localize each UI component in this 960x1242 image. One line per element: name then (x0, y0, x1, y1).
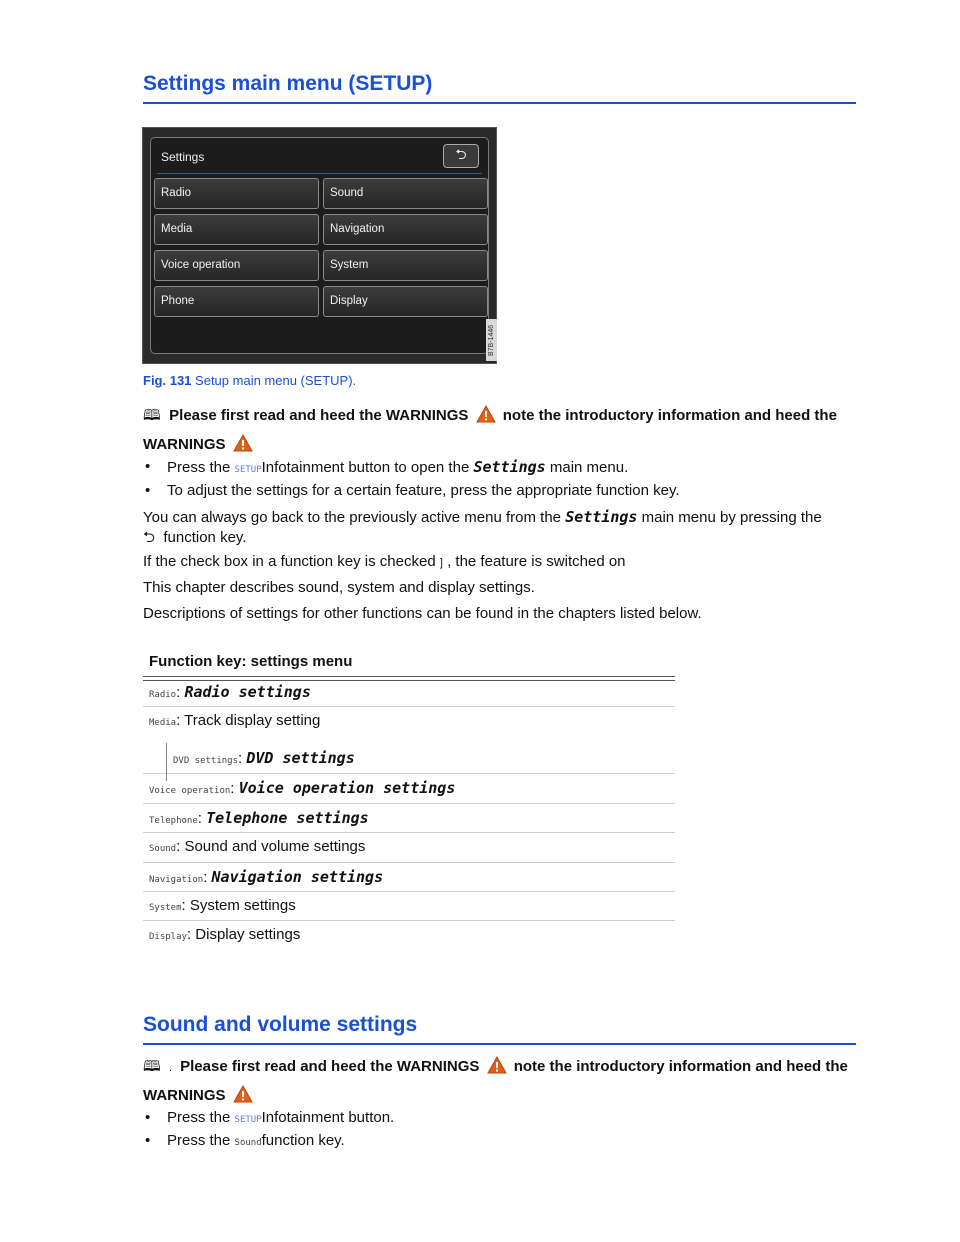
bullet-text: Press the (167, 1132, 235, 1149)
table-key: Sound (149, 844, 177, 854)
table-key: Telephone (149, 816, 198, 826)
table-row: Telephone: Telephone settings (143, 804, 675, 833)
screen-key-system[interactable]: System (323, 250, 488, 281)
settings-menu-name: Settings (473, 458, 546, 476)
warning-triangle-icon[interactable] (233, 434, 253, 461)
table-value: Radio settings (184, 683, 311, 701)
settings-menu-name: Settings (565, 508, 638, 526)
table-row: Voice operation: Voice operation settings (143, 774, 675, 804)
table-value: Telephone settings (206, 809, 369, 827)
warning-note (143, 403, 856, 461)
table-key: Navigation (149, 875, 204, 885)
setup-key-label: SETUP (234, 465, 262, 475)
table-row: System: System settings (143, 892, 675, 921)
table-value: Voice operation settings (238, 779, 456, 797)
table-key: Voice operation (149, 786, 231, 796)
book-icon: 🕮 (143, 1058, 161, 1075)
bullet-dot-icon: • (145, 482, 151, 499)
bullet-text: Infotainment button to open the (261, 459, 474, 476)
table-value: Sound and volume settings (184, 838, 366, 855)
table-key: System (149, 903, 182, 913)
back-arrow-icon: ⮌ (143, 529, 156, 546)
bullet-text: Press the (167, 459, 235, 476)
check-box-glyph: ] (439, 557, 443, 569)
bullet-text: To adjust the settings for a certain feature, press the appropriate function key. (167, 482, 680, 499)
book-icon: 🕮 (143, 407, 161, 424)
sound-key-label: Sound (234, 1138, 262, 1148)
table-value: System settings (189, 897, 296, 914)
table-value: Navigation settings (211, 868, 384, 886)
title-divider (157, 173, 482, 174)
screen-key-voice-operation[interactable]: Voice operation (154, 250, 319, 281)
figure-caption-text: Setup main menu (SETUP). (195, 373, 357, 388)
bullet-dot-icon: • (145, 1109, 151, 1126)
screen-key-navigation[interactable]: Navigation (323, 214, 488, 245)
table-value: Track display setting (184, 712, 321, 729)
table-title: Function key: settings menu (149, 653, 353, 670)
screen-key-media[interactable]: Media (154, 214, 319, 245)
table-subrow: DVD settings: DVD settings (166, 743, 355, 781)
back-paragraph: You can always go back to the previously active menu from the Settings main menu by pressing the ⮌ function key. (143, 508, 822, 546)
figure-label: Fig. 131 (143, 373, 192, 388)
back-arrow-icon[interactable]: ⮌ (443, 144, 479, 168)
warning-triangle-icon[interactable] (487, 1056, 507, 1083)
bullet-dot-icon: • (145, 1132, 151, 1149)
bullet-dot-icon: • (145, 458, 151, 475)
screen-display (150, 137, 489, 354)
table-row: Display: Display settings (149, 926, 301, 943)
screen-key-sound[interactable]: Sound (323, 178, 488, 209)
bullet-text: main menu. (545, 459, 629, 476)
warning-text-1: Please first read and heed the WARNINGS (169, 407, 469, 424)
bullet-text: Press the (167, 1109, 235, 1126)
table-row: Media: Track display setting DVD settings: DVD settings (143, 707, 675, 774)
setup-key-label: SETUP (234, 1115, 262, 1125)
table-row: Radio: Radio settings (143, 679, 675, 707)
bullet-text: Infotainment button. (261, 1109, 395, 1126)
section-heading-sound: Sound and volume settings (143, 1013, 856, 1045)
figure-caption (143, 373, 356, 388)
table-row: Navigation: Navigation settings (143, 863, 675, 892)
settings-screen-figure (142, 127, 497, 364)
warning-note (143, 1054, 856, 1112)
warning-text-1: Please first read and heed the WARNINGS (180, 1058, 480, 1075)
screen-key-display[interactable]: Display (323, 286, 488, 317)
warning-text-2: note the introductory information and heed the WARNINGS (143, 407, 837, 453)
warning-triangle-icon[interactable] (233, 1085, 253, 1112)
bullet-text: function key. (261, 1132, 345, 1149)
screen-title: Settings (161, 150, 205, 164)
warning-text-2: note the introductory information and heed the WARNINGS (143, 1058, 848, 1104)
screen-key-phone[interactable]: Phone (154, 286, 319, 317)
table-key: Radio (149, 690, 177, 700)
check-box-paragraph: If the check box in a function key is checked ] , the feature is switched on (143, 553, 626, 570)
function-key-grid (154, 178, 489, 317)
section-heading-setup: Settings main menu (SETUP) (143, 72, 856, 104)
chapter-paragraph: This chapter describes sound, system and display settings. (143, 579, 535, 596)
table-key: DVD settings (173, 756, 239, 766)
warning-marker: . (169, 1063, 172, 1074)
table-value: Display settings (195, 926, 301, 943)
table-value: DVD settings (246, 749, 355, 767)
table-key: Display (149, 932, 187, 942)
table-key: Media (149, 718, 177, 728)
other-paragraph: Descriptions of settings for other functions can be found in the chapters listed below. (143, 605, 702, 622)
table-row: Sound: Sound and volume settings (143, 833, 675, 863)
screen-key-radio[interactable]: Radio (154, 178, 319, 209)
figure-tag: B7B-1446 (486, 319, 497, 361)
warning-triangle-icon[interactable] (476, 405, 496, 432)
